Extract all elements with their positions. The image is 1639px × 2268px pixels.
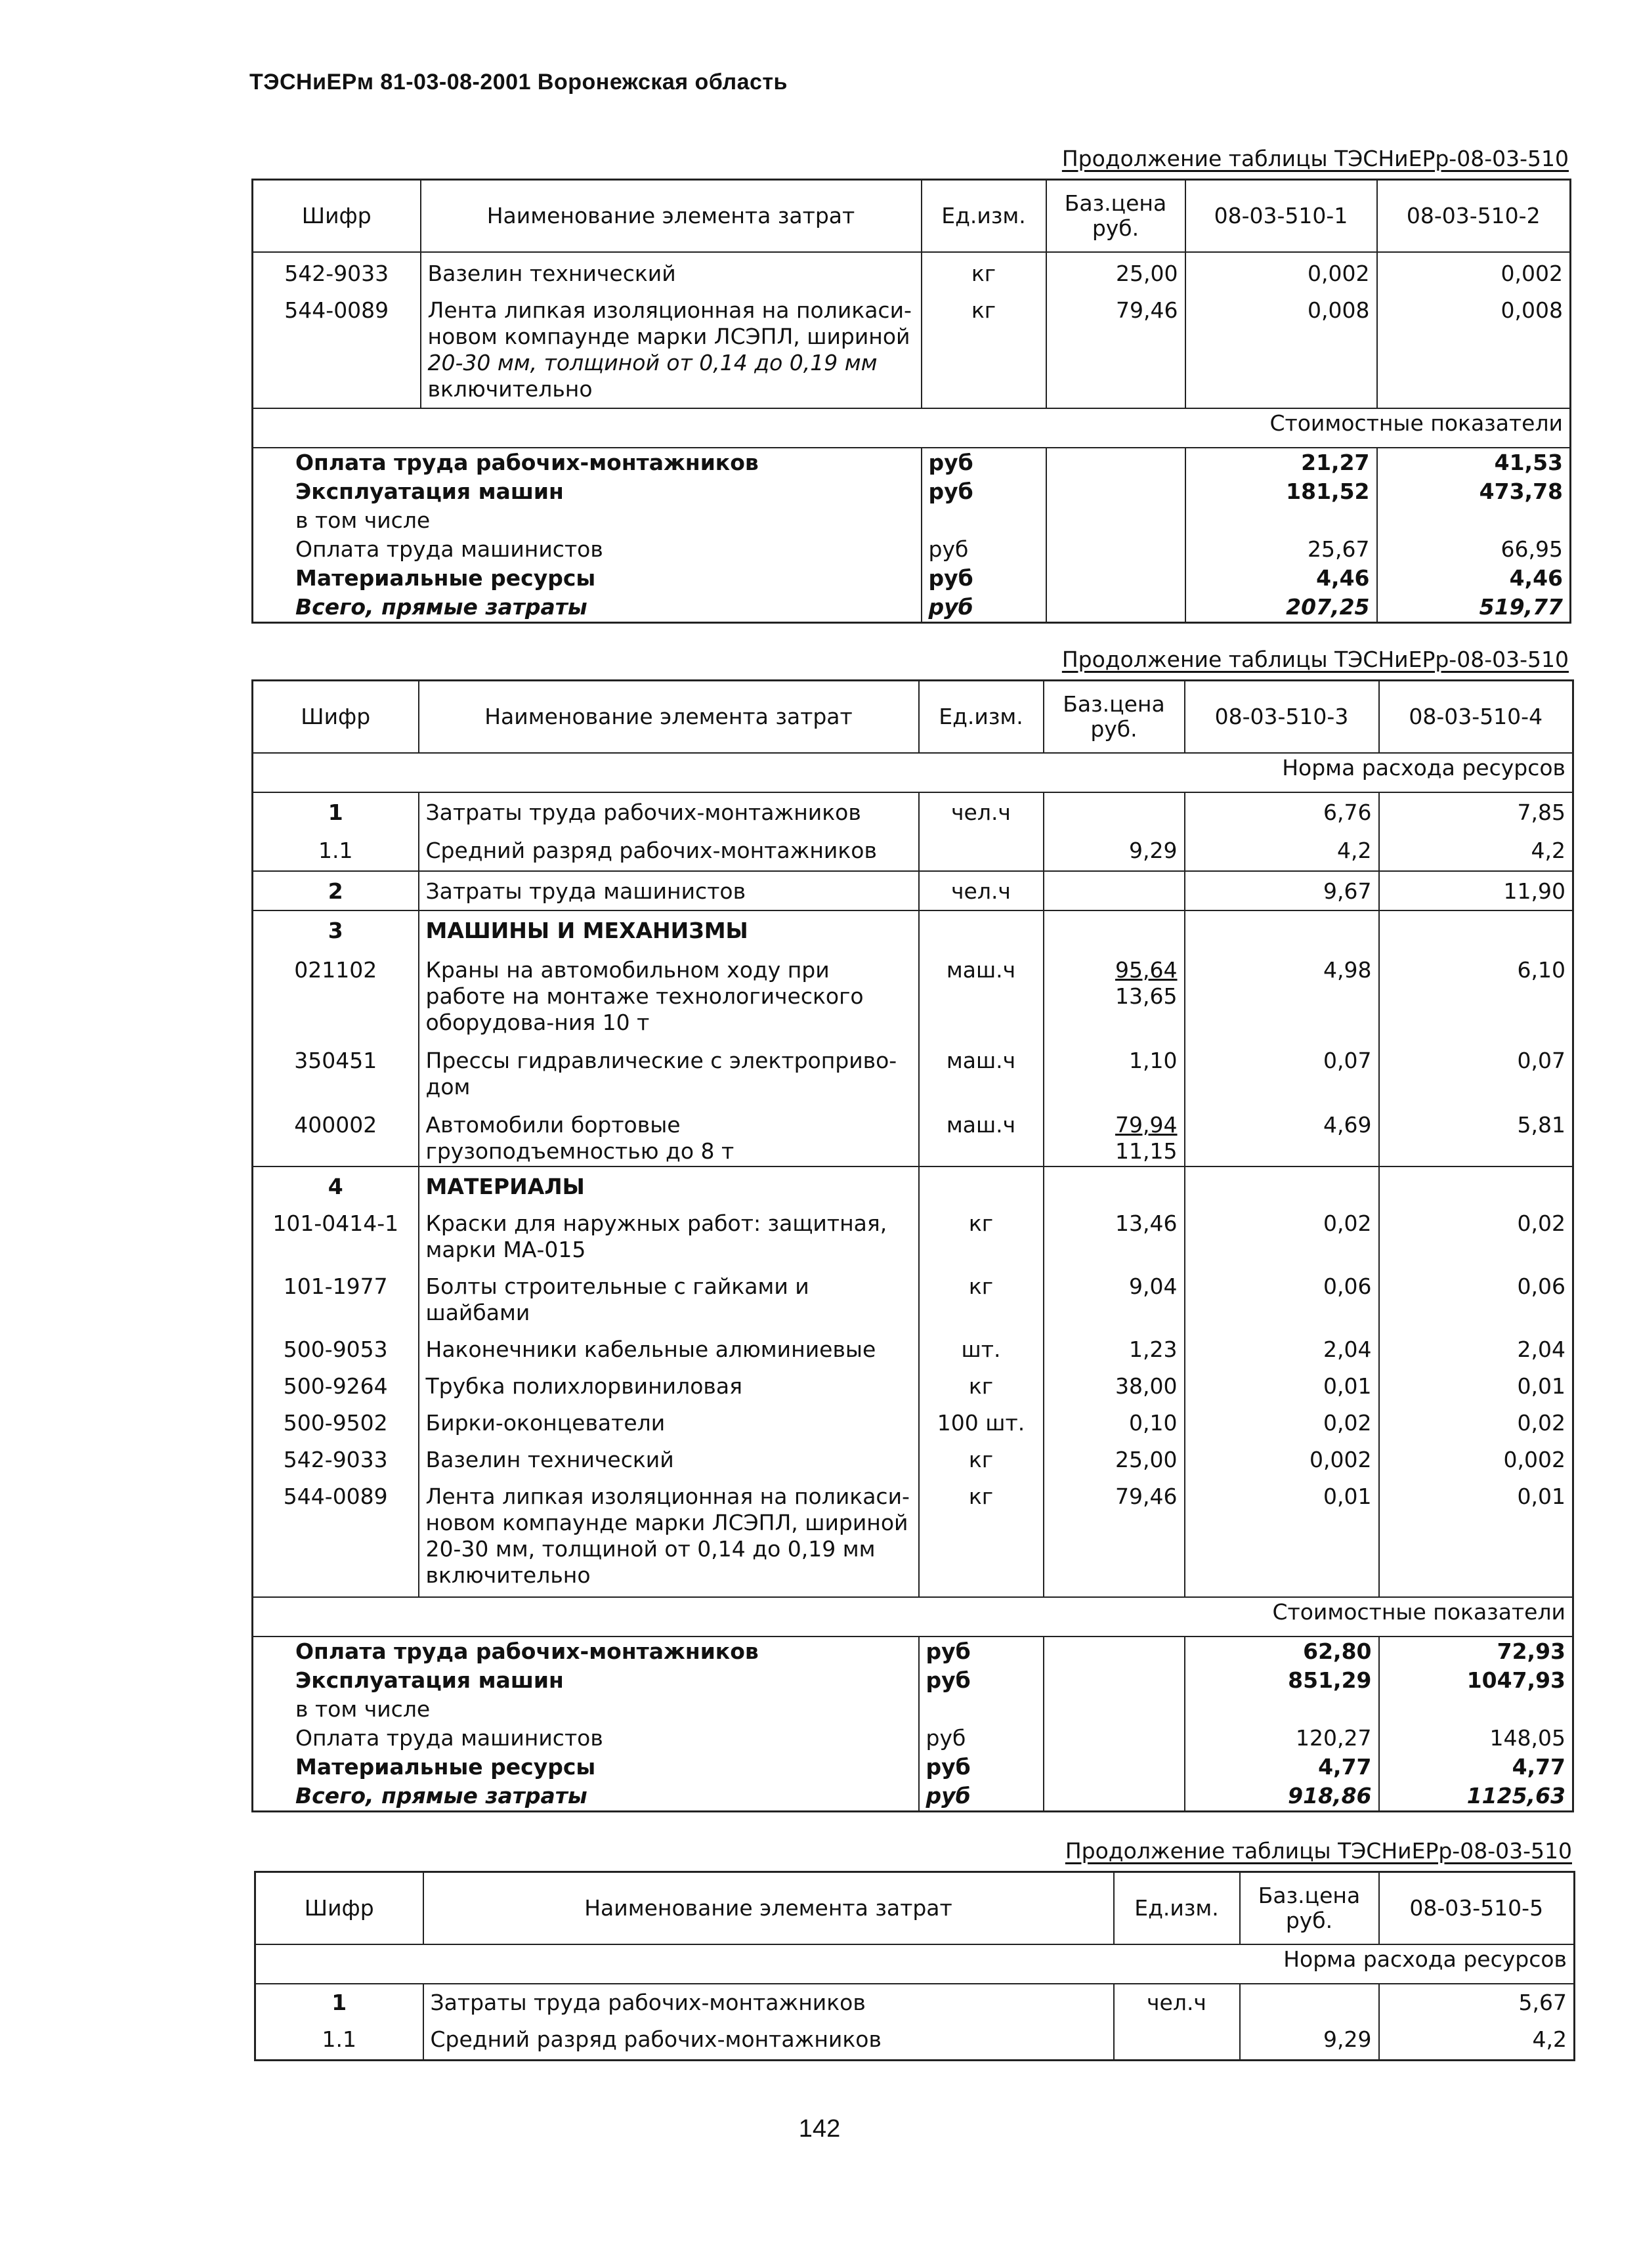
document-header: ТЭСНиЕРм 81-03-08-2001 Воронежская область: [249, 70, 788, 95]
table-row: 400002 Автомобили бортовые грузоподъемностью до 8 т маш.ч 79,94 11,15 4,69 5,81: [253, 1102, 1573, 1166]
band-norm-label: Норма расхода ресурсов: [253, 753, 1573, 792]
table-row: 542-9033 Вазелин технический кг 25,00 0,002 0,002: [253, 252, 1571, 288]
summary-row: в том числе: [253, 506, 1571, 535]
col-code-header: Шифр: [253, 180, 421, 253]
summary-row: Оплата труда рабочих-монтажников руб 62,80 72,93: [253, 1637, 1573, 1666]
col-unit-header: Ед.изм.: [922, 180, 1046, 253]
band-row: [253, 1597, 1573, 1637]
summary-row: Эксплуатация машин руб 181,52 473,78: [253, 477, 1571, 506]
band-row: [253, 753, 1573, 792]
table2-caption: Продолжение таблицы ТЭСНиЕРр-08-03-510: [1061, 647, 1569, 672]
summary-row: в том числе: [253, 1695, 1573, 1724]
summary-row: Материальные ресурсы руб 4,46 4,46: [253, 564, 1571, 593]
table-row: 101-0414-1 Краски для наружных работ: защитная, марки МА-015 кг 13,46 0,02 0,02: [253, 1207, 1573, 1264]
summary-row: Всего, прямые затраты руб 918,86 1125,63: [253, 1782, 1573, 1812]
band-norm-label: Норма расхода ресурсов: [255, 1944, 1575, 1984]
table-row: 542-9033 Вазелин технический кг 25,00 0,002 0,002: [253, 1438, 1573, 1474]
col-name-header: Наименование элемента затрат: [421, 180, 922, 253]
table-row: 021102 Краны на автомобильном ходу при работе на монтаже технологического оборудова-ния 10 т маш.ч 95,64 13,65 4,98 6,10: [253, 951, 1573, 1037]
table-row: 500-9502 Бирки-оконцеватели 100 шт. 0,10 0,02 0,02: [253, 1401, 1573, 1438]
band-cost-label: Стоимостные показатели: [253, 1597, 1573, 1637]
section-row: 4 МАТЕРИАЛЫ: [253, 1166, 1573, 1207]
table-row: 1 Затраты труда рабочих-монтажников чел.ч 6,76 7,85: [253, 792, 1573, 827]
col-variant2-header: 08-03-510-2: [1377, 180, 1571, 253]
table1-caption: Продолжение таблицы ТЭСНиЕРр-08-03-510: [1061, 146, 1569, 171]
col-variant1-header: 08-03-510-1: [1185, 180, 1377, 253]
summary-row: Всего, прямые затраты руб 207,25 519,77: [253, 593, 1571, 623]
table1: [251, 179, 1571, 624]
table-row: 500-9053 Наконечники кабельные алюминиевые шт. 1,23 2,04 2,04: [253, 1327, 1573, 1364]
table3-header-row: Шифр Наименование элемента затрат Ед.изм. Баз.цена руб. 08-03-510-5: [255, 1872, 1575, 1945]
table-row: 544-0089 Лента липкая изоляционная на поликаси-новом компаунде марки ЛСЭПЛ, шириной 20-30 мм, толщиной от 0,14 до 0,19 мм включительно кг 79,46 0,008 0,008: [253, 288, 1571, 408]
table-row: 2 Затраты труда машинистов чел.ч 9,67 11,90: [253, 871, 1573, 910]
table2-header-row: Шифр Наименование элемента затрат Ед.изм. Баз.цена руб. 08-03-510-3 08-03-510-4: [253, 681, 1573, 754]
table3: [254, 1871, 1575, 2061]
col-price-header: Баз.цена руб.: [1046, 180, 1185, 253]
summary-row: Оплата труда рабочих-монтажников руб 21,27 41,53: [253, 448, 1571, 477]
summary-row: Оплата труда машинистов руб 120,27 148,05: [253, 1724, 1573, 1753]
band-row: [253, 408, 1571, 448]
table-row: 350451 Прессы гидравлические с электроприво-дом маш.ч 1,10 0,07 0,07: [253, 1037, 1573, 1102]
summary-row: Эксплуатация машин руб 851,29 1047,93: [253, 1666, 1573, 1695]
band-cost-label: Стоимостные показатели: [253, 408, 1571, 448]
summary-row: Оплата труда машинистов руб 25,67 66,95: [253, 535, 1571, 564]
summary-row: Материальные ресурсы руб 4,77 4,77: [253, 1753, 1573, 1782]
band-row: [255, 1944, 1575, 1984]
page-number: 142: [798, 2115, 841, 2143]
table-row: 1 Затраты труда рабочих-монтажников чел.ч 5,67: [255, 1984, 1575, 2017]
section-row: 3 МАШИНЫ И МЕХАНИЗМЫ: [253, 910, 1573, 951]
table1-header-row: [253, 180, 1571, 253]
table-row: 544-0089 Лента липкая изоляционная на поликаси-новом компаунде марки ЛСЭПЛ, шириной 20-30 мм, толщиной от 0,14 до 0,19 мм включительно кг 79,46 0,01 0,01: [253, 1474, 1573, 1597]
table3-caption: Продолжение таблицы ТЭСНиЕРр-08-03-510: [1065, 1838, 1572, 1864]
table2: [251, 679, 1574, 1812]
table-row: 1.1 Средний разряд рабочих-монтажников 9,29 4,2 4,2: [253, 827, 1573, 871]
table-row: 500-9264 Трубка полихлорвиниловая кг 38,00 0,01 0,01: [253, 1364, 1573, 1401]
table-row: 101-1977 Болты строительные с гайками и шайбами кг 9,04 0,06 0,06: [253, 1264, 1573, 1327]
table-row: 1.1 Средний разряд рабочих-монтажников 9,29 4,2: [255, 2017, 1575, 2061]
